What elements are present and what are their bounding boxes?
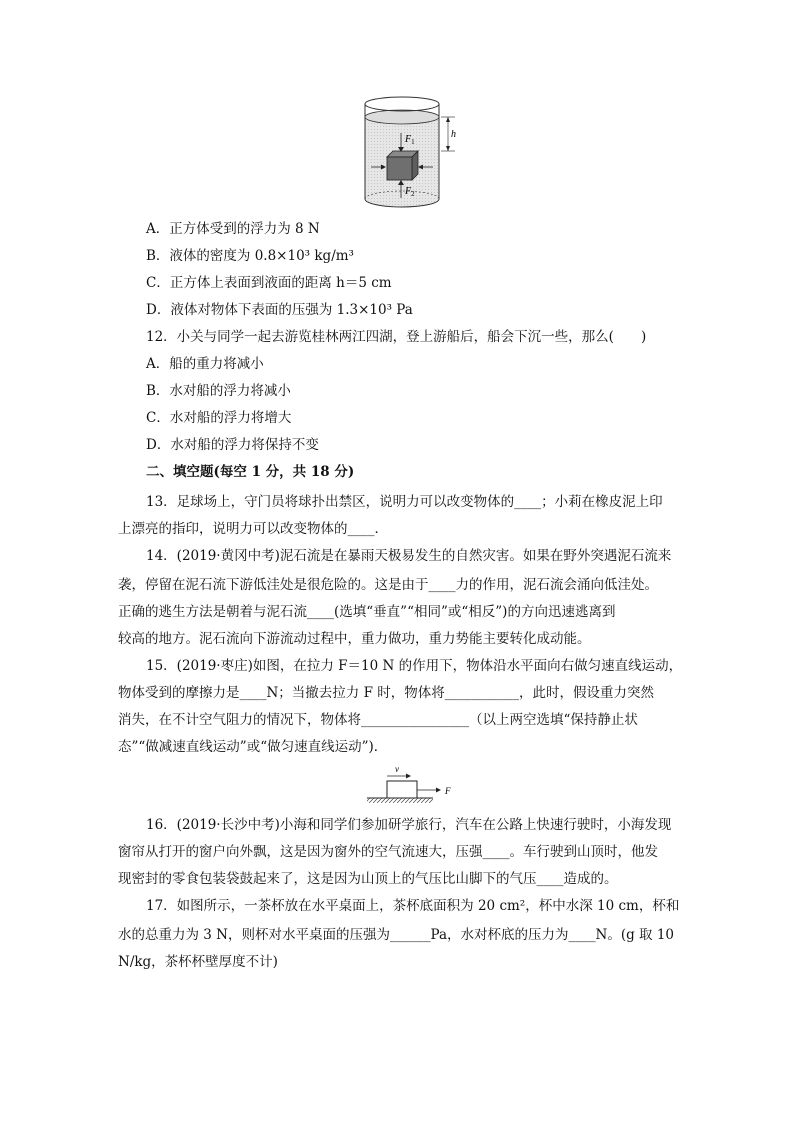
f2-subscript: 2 — [411, 190, 415, 198]
q16-line-3: 现密封的零食包装袋鼓起来了，这是因为山顶上的气压比山脚下的气压____造成的。 — [118, 871, 618, 887]
q12-option-b: B．水对船的浮力将减小 — [146, 383, 291, 399]
q13-line-1: 13．足球场上，守门员将球扑出禁区，说明力可以改变物体的____；小莉在橡皮泥上印 — [146, 494, 663, 510]
section-heading: 二、填空题(每空 1 分，共 18 分) — [146, 464, 355, 480]
q11-option-c: C．正方体上表面到液面的距离 h＝5 cm — [146, 275, 392, 291]
q13-line-2: 上漂亮的指印，说明力可以改变物体的____． — [118, 521, 388, 537]
q17-line-1: 17．如图所示，一茶杯放在水平桌面上，茶杯底面积为 20 cm²，杯中水深 10 cm，杯和 — [146, 898, 680, 914]
q11-option-b: B．液体的密度为 0.8×10³ kg/m³ — [146, 248, 354, 264]
q12-option-c: C．水对船的浮力将增大 — [146, 410, 292, 426]
q15-line-4: 态”“做减速直线运动”或“做匀速直线运动”)． — [118, 739, 388, 755]
velocity-label: v — [395, 764, 399, 774]
q11-option-d: D．液体对物体下表面的压强为 1.3×10³ Pa — [146, 302, 413, 318]
q15-line-1: 15．(2019·枣庄)如图，在拉力 F＝10 N 的作用下，物体沿水平面向右做匀速直线运动， — [146, 658, 683, 674]
q14-line-1: 14．(2019·黄冈中考)泥石流是在暴雨天极易发生的自然灾害。如果在野外突遇泥石流来 — [146, 548, 672, 564]
f1-label: F — [405, 134, 412, 145]
cylinder-cube-figure — [355, 95, 465, 215]
q12-stem: 12．小关与同学一起去游览桂林两江四湖，登上游船后，船会下沉一些，那么( ) — [146, 329, 647, 345]
q12-option-d: D．水对船的浮力将保持不变 — [146, 437, 319, 453]
q16-line-1: 16．(2019·长沙中考)小海和同学们参加研学旅行，汽车在公路上快速行驶时，小海发现 — [146, 817, 672, 833]
q17-line-2: 水的总重力为 3 N，则杯对水平桌面的压强为______Pa，水对杯底的压力为____N。(g 取 10 — [118, 927, 674, 943]
q12-option-a: A．船的重力将减小 — [146, 356, 264, 372]
q14-line-4: 较高的地方。泥石流向下游流动过程中，重力做功，重力势能主要转化成动能。 — [118, 631, 591, 647]
f2-label: F — [405, 186, 412, 197]
q15-line-2: 物体受到的摩擦力是____N；当撤去拉力 F 时，物体将___________，此时，假设重力突然 — [118, 685, 655, 701]
f1-subscript: 1 — [411, 138, 415, 146]
h-label: h — [451, 129, 456, 140]
q15-line-3: 消失，在不计空气阻力的情况下，物体将________________（以上两空选填“保持静止状 — [118, 712, 638, 728]
q17-line-3: N/kg，茶杯杯壁厚度不计) — [118, 954, 278, 970]
q16-line-2: 窗帘从打开的窗户向外飘，这是因为窗外的空气流速大，压强____。车行驶到山顶时，他发 — [118, 844, 658, 860]
force-label: F — [445, 786, 451, 796]
q14-line-3: 正确的逃生方法是朝着与泥石流____(选填“垂直”“相同”或“相反”)的方向迅速逃离到 — [118, 604, 616, 620]
q14-line-2: 袭，停留在泥石流下游低洼处是很危险的。这是由于____力的作用，泥石流会涌向低洼处。 — [118, 577, 658, 593]
block-pull-figure — [365, 763, 465, 805]
q11-option-a: A．正方体受到的浮力为 8 N — [146, 221, 320, 237]
